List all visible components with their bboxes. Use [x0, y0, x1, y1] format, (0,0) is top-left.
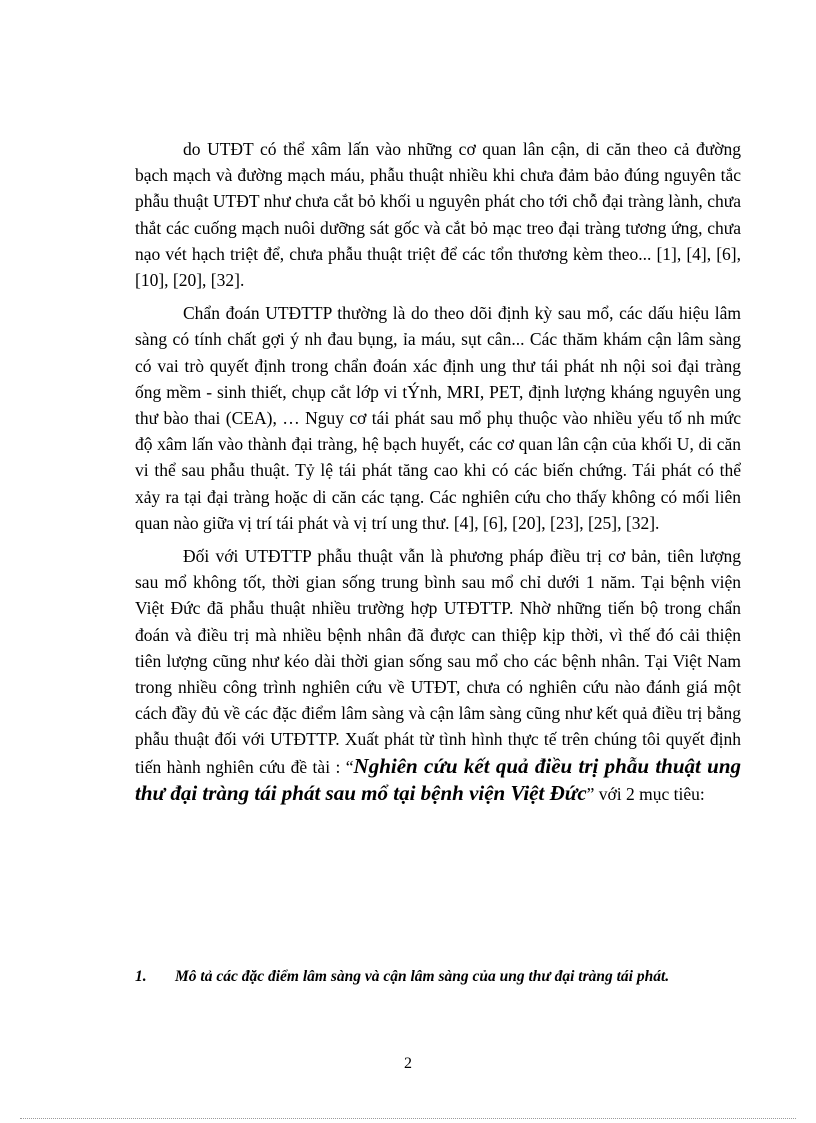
- paragraph-3-text: Đối với UTĐTTP phẫu thuật vẫn là phương pháp điều trị cơ bản, tiên lượng sau mổ không tốt, thời gian sống trung bình sau mổ chỉ dưới 1 năm. Tại bệnh viện Việt Đức đã phẫu thuật nhiều trường hợp UTĐTTP. Nhờ những tiến bộ trong chẩn đoán và điều trị mà nhiều bệnh nhân đã được can thiệp kịp thời, vì thế đó cải thiện tiên lượng cũng như kéo dài thời gian sống sau mổ cho các bệnh nhân. Tại Việt Nam trong nhiều công trình nghiên cứu về UTĐT, chưa có nghiên cứu nào đánh giá một cách đầy đủ về các đặc điểm lâm sàng và cận lâm sàng cũng như kết quả điều trị bằng phẫu thuật đối với UTĐTTP. Xuất phát từ tình hình thực tế trên chúng tôi quyết định tiến hành nghiên cứu đề tài : “: [135, 546, 741, 777]
- bottom-divider: [20, 1118, 796, 1119]
- body-text: [135, 136, 741, 807]
- objective-number: 1.: [135, 968, 147, 985]
- paragraph-1: do UTĐT có thể xâm lấn vào những cơ quan lân cận, di căn theo cả đường bạch mạch và đường mạch máu, phẫu thuật nhiều khi chưa đảm bảo đúng nguyên tắc phẫu thuật UTĐT như chưa cắt bỏ khối u nguyên phát cho tới chỗ đại tràng lành, chưa thắt các cuống mạch nuôi dưỡng sát gốc và cắt bỏ mạc treo đại tràng tương ứng, chưa nạo vét hạch triệt để, chưa phẫu thuật triệt để các tổn thương kèm theo... [1], [4], [6], [10], [20], [32].: [135, 139, 741, 291]
- objective-text: Mô tả các đặc điểm lâm sàng và cận lâm sàng của ung thư đại tràng tái phát.: [175, 968, 670, 985]
- page-number: 2: [404, 1055, 412, 1072]
- objective-item: [135, 968, 741, 986]
- paragraph-2: Chẩn đoán UTĐTTP thường là do theo dõi định kỳ sau mổ, các dấu hiệu lâm sàng có tính chất gợi ý nh đau bụng, ỉa máu, sụt cân... Các thăm khám cận lâm sàng có vai trò quyết định trong chẩn đoán xác định ung thư tái phát nh nội soi đại tràng ống mềm - sinh thiết, chụp cắt lớp vi tÝnh, MRI, PET, định lượng kháng nguyên ung thư bào thai (CEA), … Nguy cơ tái phát sau mổ phụ thuộc vào nhiều yếu tố nh mức độ xâm lấn vào thành đại tràng, hệ bạch huyết, các cơ quan lân cận của khối U, di căn vi thể sau phẫu thuật. Tỷ lệ tái phát tăng cao khi có các biến chứng. Tái phát có thể xảy ra tại đại tràng hoặc di căn các tạng. Các nghiên cứu cho thấy không có mối liên quan nào giữa vị trí tái phát và vị trí ung thư. [4], [6], [20], [23], [25], [32].: [135, 303, 741, 533]
- paragraph-3: [135, 543, 741, 807]
- thesis-title: Nghiên cứu kết quả điều trị phẫu thuật ung thư đại tràng tái phát sau mổ tại bệnh viện Việt Đức: [135, 753, 742, 805]
- title-suffix: ” với 2 mục tiêu:: [586, 783, 705, 804]
